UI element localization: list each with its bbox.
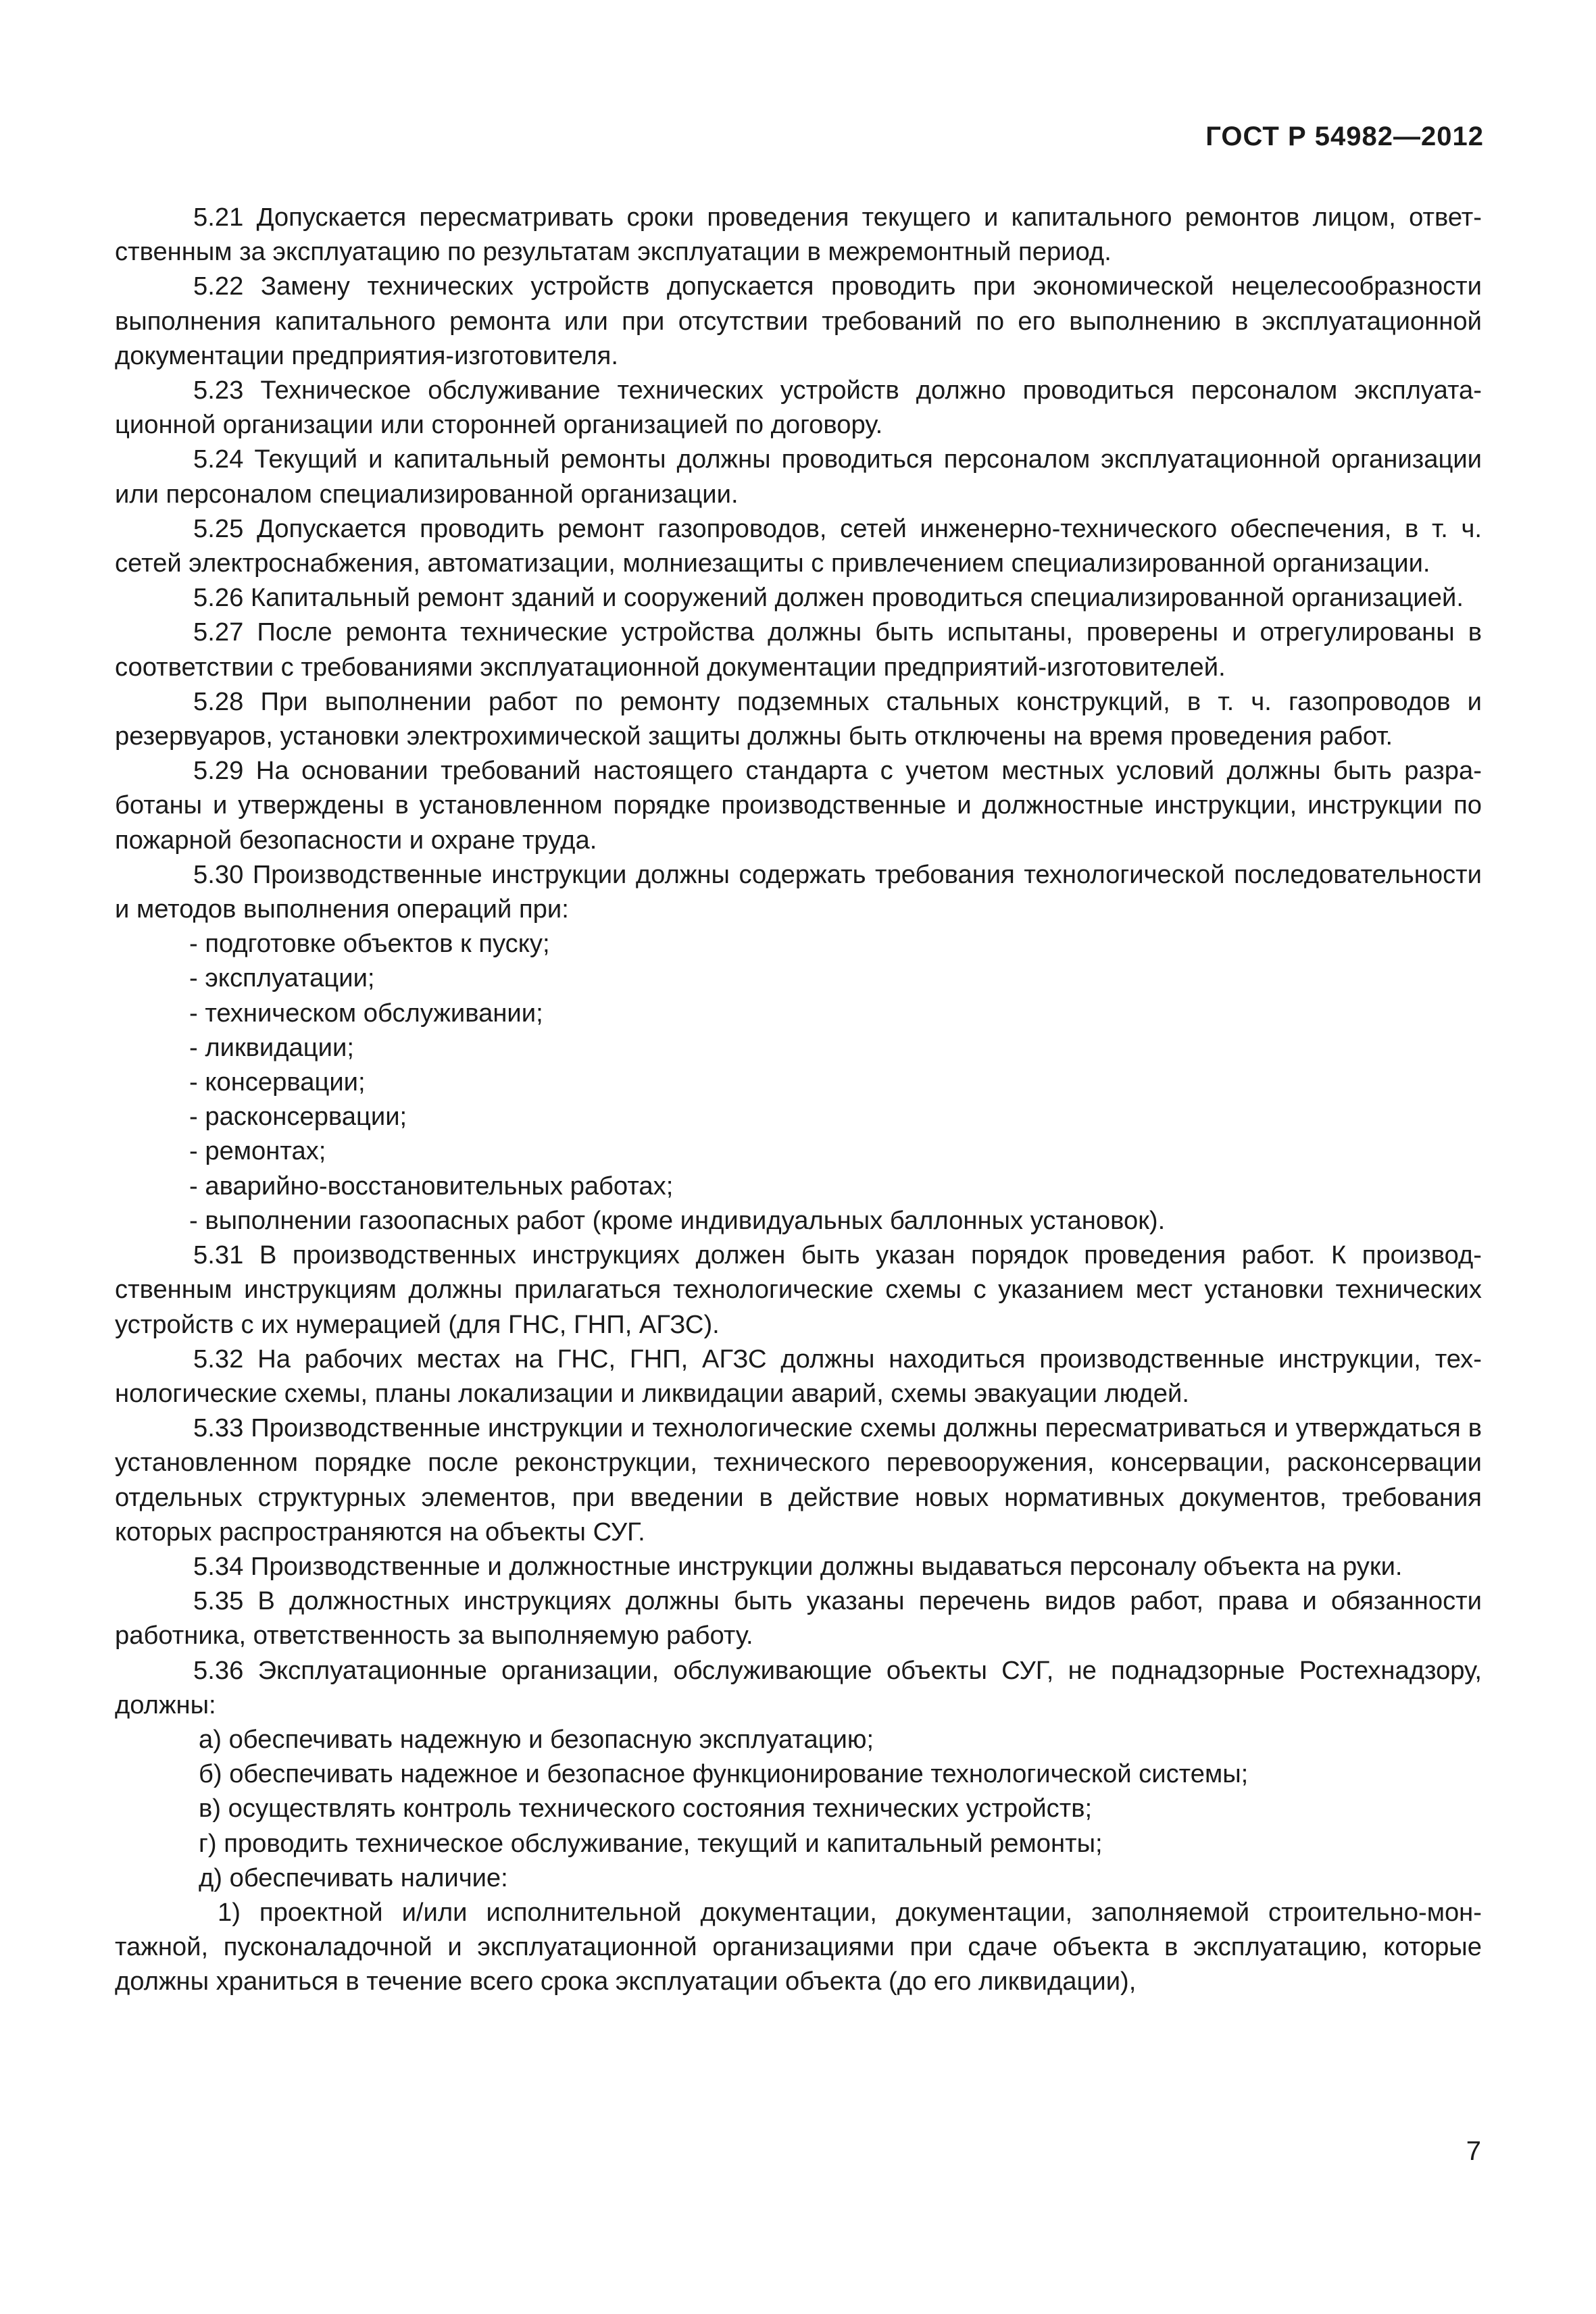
paragraph-5-27: 5.27 После ремонта технические устройства должны быть испытаны, проверены и отрегулированы в соответствии с требованиями эксплуатационной документации предприятий-изготовителей. (115, 618, 1482, 682)
list-item: а) обеспечивать надежную и безопасную эксплуатацию; (199, 1724, 874, 1754)
page-number: 7 (1466, 2136, 1481, 2166)
paragraph-5-36: 5.36 Эксплуатационные организации, обслуживающие объекты СУГ, не поднадзорные Ростехнадзору, должны: (115, 1655, 1482, 1719)
paragraph-5-22: 5.22 Замену технических устройств допускается проводить при экономической нецелесообразности выполнения капитального ремонта или при отсутствии требований по его выполнению в эксплуатационной документации предприятия-изготовителя. (115, 272, 1482, 370)
paragraph-5-23: 5.23 Техническое обслуживание технических устройств должно проводиться персоналом эксплуатационной организации или сторонней организацией по договору. (115, 376, 1482, 440)
paragraph-5-35: 5.35 В должностных инструкциях должны быть указаны перечень видов работ, права и обязанности работника, ответственность за выполняемую работу. (115, 1586, 1482, 1651)
paragraph-5-32: 5.32 На рабочих местах на ГНС, ГНП, АГЗС должны находиться производственные инструкции, технологические схемы, планы локализации и ликвидации аварий, схемы эвакуации людей. (115, 1344, 1482, 1408)
paragraph-5-24: 5.24 Текущий и капитальный ремонты должны проводиться персоналом эксплуатационной организации или персоналом специализированной организации. (115, 445, 1482, 509)
list-item: - техническом обслуживании; (189, 998, 543, 1028)
paragraph-5-25: 5.25 Допускается проводить ремонт газопроводов, сетей инженерно-технического обеспечения, в т. ч. сетей электроснабжения, автоматизации, молниезащиты с привлечением специализированной организации. (115, 513, 1482, 578)
paragraph-5-29: 5.29 На основании требований настоящего стандарта с учетом местных условий должны быть разработаны и утверждены в установленном порядке производственные и должностные инструкции, инструкции по пожарной безопасности и охране труда. (115, 756, 1482, 855)
sub-item-1: 1) проектной и/или исполнительной документации, документации, заполняемой строительно-монтажной, пусконаладочной и эксплуатационной организациями при сдаче объекта в эксплуатацию, которые должны храниться в течение всего срока эксплуатации объекта (до его ликвидации), (115, 1897, 1482, 1996)
list-item: б) обеспечивать надежное и безопасное функционирование технологической системы; (199, 1759, 1249, 1789)
list-item: - ликвидации; (189, 1032, 354, 1062)
paragraph-5-31: 5.31 В производственных инструкциях должен быть указан порядок проведения работ. К производственным инструкциям должны прилагаться технологические схемы с указанием мест установки технических устройств с их нумерацией (для ГНС, ГНП, АГЗС). (115, 1240, 1482, 1339)
document-header: ГОСТ Р 54982—2012 (1205, 122, 1484, 151)
list-item: - выполнении газоопасных работ (кроме индивидуальных баллонных установок). (189, 1205, 1166, 1235)
list-item: в) осуществлять контроль технического состояния технических устройств; (199, 1794, 1093, 1823)
paragraph-5-28: 5.28 При выполнении работ по ремонту подземных стальных конструкций, в т. ч. газопроводов и резервуаров, установки электрохимической защиты должны быть отключены на время проведения работ. (115, 686, 1482, 751)
paragraph-5-30: 5.30 Производственные инструкции должны содержать требования технологической последовательности и методов выполнения операций при: (115, 859, 1482, 924)
list-item: д) обеспечивать наличие: (199, 1863, 508, 1892)
list-item: - расконсервации; (189, 1102, 407, 1132)
paragraph-5-33: 5.33 Производственные инструкции и технологические схемы должны пересматриваться и утверждаться в установленном порядке после реконструкции, технического перевооружения, консервации, расконсервации отдельных структурных элементов, при введении в действие новых нормативных документов, требования которых распространяются на объекты СУГ. (115, 1413, 1482, 1546)
paragraph-5-26: 5.26 Капитальный ремонт зданий и сооружений должен проводиться специализированной организацией. (193, 583, 1464, 613)
paragraph-5-21: 5.21 Допускается пересматривать сроки проведения текущего и капитального ремонтов лицом, ответственным за эксплуатацию по результатам эксплуатации в межремонтный период. (115, 203, 1482, 267)
paragraph-5-34: 5.34 Производственные и должностные инструкции должны выдаваться персоналу объекта на руки. (193, 1551, 1403, 1581)
document-body (115, 200, 1482, 1999)
list-item: - аварийно-восстановительных работах; (189, 1171, 674, 1201)
list-item: - эксплуатации; (189, 963, 375, 993)
list-item: - ремонтах; (189, 1136, 326, 1166)
list-item: - подготовке объектов к пуску; (189, 929, 550, 959)
list-item: - консервации; (189, 1067, 366, 1097)
list-item: г) проводить техническое обслуживание, текущий и капитальный ремонты; (199, 1828, 1103, 1858)
